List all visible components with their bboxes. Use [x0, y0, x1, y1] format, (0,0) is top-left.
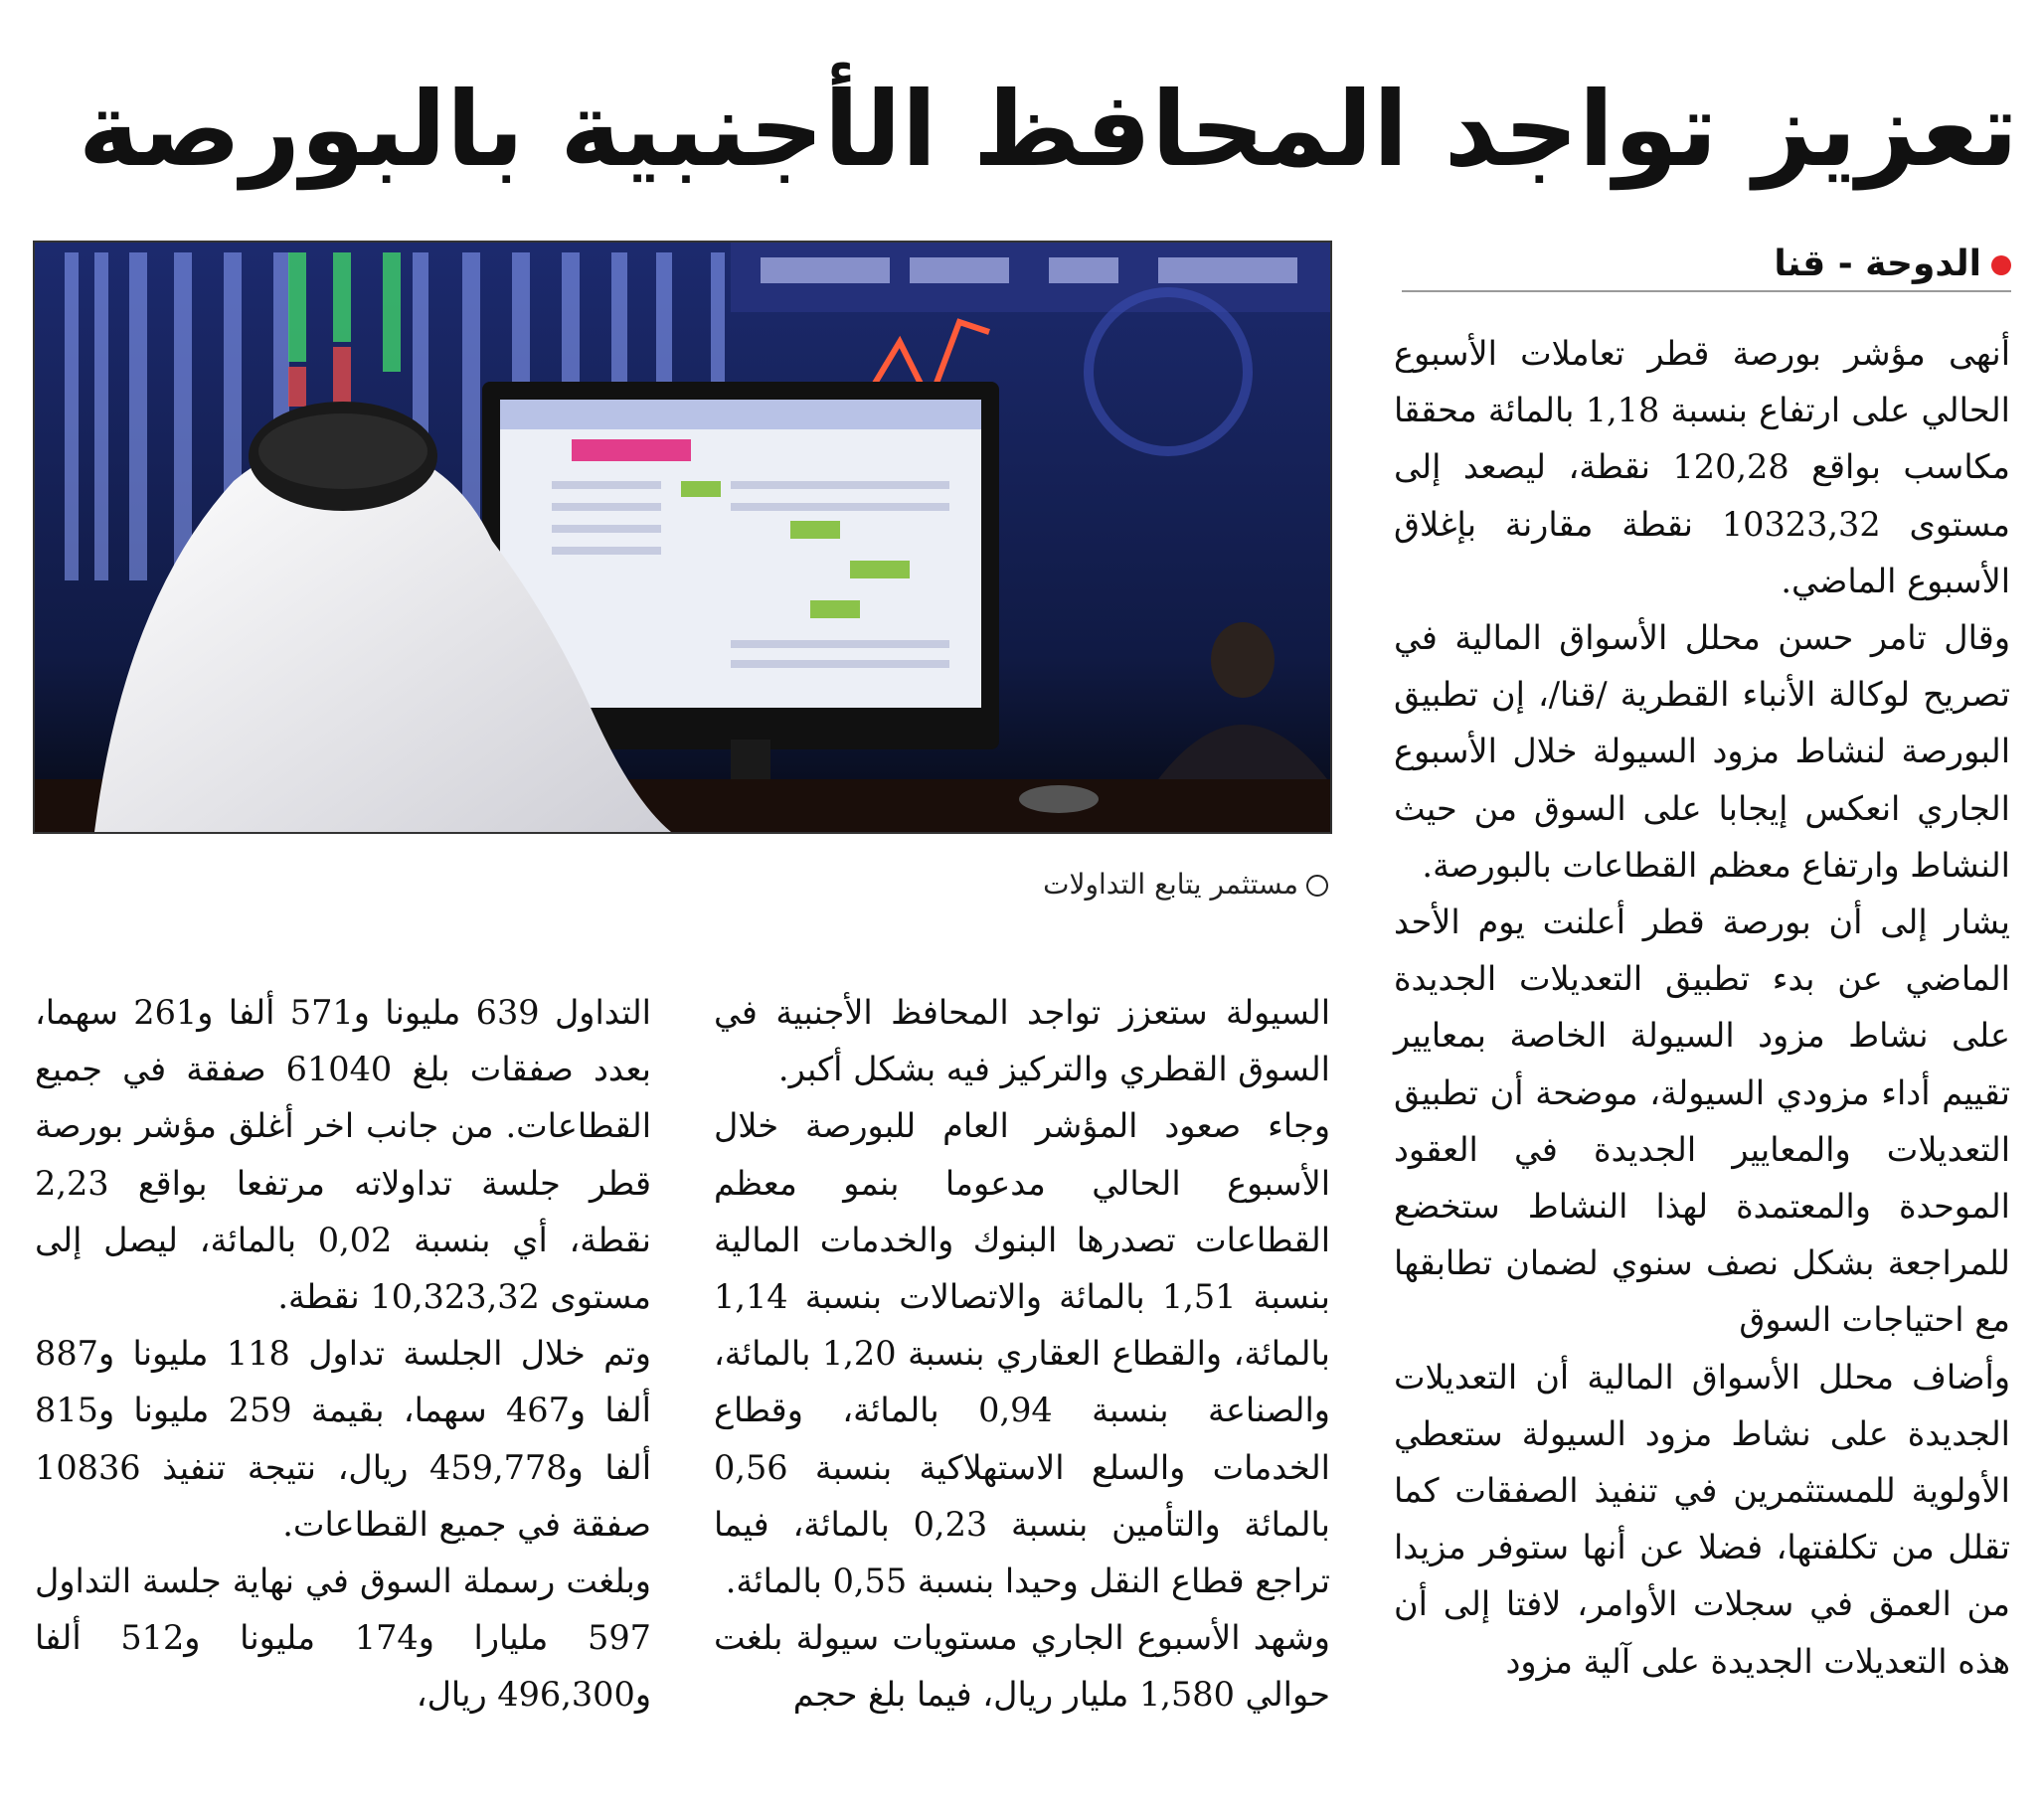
red-dot-icon [1991, 255, 2011, 275]
paragraph: يشار إلى أن بورصة قطر أعلنت يوم الأحد الماضي عن بدء تطبيق التعديلات الجديدة على نشاط مزود السيولة الخاصة بمعايير تقييم أداء مزودي السيولة، موضحة أن تطبيق التعديلات والمعايير الجديدة في العقود الموحدة والمعتمدة لهذا النشاط ستخضع للمراجعة بشكل نصف سنوي لضمان تطابقها مع احتياجات السوق [1394, 903, 2010, 1340]
article-photo [33, 241, 1332, 834]
photo-caption [994, 863, 1328, 906]
article-column-1 [1394, 325, 2010, 1796]
paragraph: التداول 639 مليونا و571 ألفا و261 سهما، بعدد صفقات بلغ 61040 صفقة في جميع القطاعات. من جانب اخر أغلق مؤشر بورصة قطر جلسة تداولاته مرتفعا بواقع 2,23 نقطة، أي بنسبة 0,02 بالمائة، ليصل إلى مستوى 10,323,32 نقطة. [35, 993, 652, 1317]
article-column-3 [35, 984, 651, 1779]
paragraph: وشهد الأسبوع الجاري مستويات سيولة بلغت حوالي 1,580 مليار ريال، فيما بلغ حجم [714, 1618, 1330, 1715]
caption-ring-icon [1306, 875, 1328, 897]
paragraph: وأضاف محلل الأسواق المالية أن التعديلات الجديدة على نشاط مزود السيولة ستعطي الأولوية للمستثمرين في تنفيذ الصفقات كما تقلل من تكلفتها، فضلا عن أنها ستوفر مزيدا من العمق في سجلات الأوامر، لافتا إلى أن هذه التعديلات الجديدة على آلية مزود [1394, 1357, 2010, 1681]
paragraph: السيولة ستعزز تواجد المحافظ الأجنبية في السوق القطري والتركيز فيه بشكل أكبر. [714, 993, 1330, 1089]
caption-text: مستثمر يتابع التداولات [1043, 868, 1298, 901]
dateline-text: الدوحة - قنا [1774, 244, 1981, 284]
paragraph: أنهى مؤشر بورصة قطر تعاملات الأسبوع الحالي على ارتفاع بنسبة 1,18 بالمائة محققا مكاسب بواقع 120,28 نقطة، ليصعد إلى مستوى 10323,32 نقطة مقارنة بإغلاق الأسبوع الماضي. [1394, 334, 2010, 600]
dateline [1402, 239, 2011, 292]
paragraph: وبلغت رسملة السوق في نهاية جلسة التداول 597 مليارا و174 مليونا و512 ألفا و496,300 ريال، [35, 1561, 651, 1715]
article-column-2 [714, 984, 1330, 1779]
paragraph: وجاء صعود المؤشر العام للبورصة خلال الأسبوع الحالي مدعوما بنمو معظم القطاعات تصدرها البنوك والخدمات المالية بنسبة 1,51 بالمائة والاتصالات بنسبة 1,14 بالمائة، والقطاع العقاري بنسبة 1,20 بالمائة، والصناعة بنسبة 0,94 بالمائة، وقطاع الخدمات والسلع الاستهلاكية بنسبة 0,56 بالمائة والتأمين بنسبة 0,23 بالمائة، فيما تراجع قطاع النقل وحيدا بنسبة 0,55 بالمائة. [714, 1106, 1331, 1601]
headline: تعزيز تواجد المحافظ الأجنبية بالبورصة [78, 69, 2018, 190]
paragraph: وقال تامر حسن محلل الأسواق المالية في تصريح لوكالة الأنباء القطرية /قنا/، إن تطبيق البورصة لنشاط مزود السيولة خلال الأسبوع الجاري انعكس إيجابا على السوق من حيث النشاط وارتفاع معظم القطاعات بالبورصة. [1394, 618, 2010, 885]
paragraph: وتم خلال الجلسة تداول 118 مليونا و887 ألفا و467 سهما، بقيمة 259 مليونا و815 ألفا و459,778 ريال، نتيجة تنفيذ 10836 صفقة في جميع القطاعات. [35, 1334, 652, 1544]
